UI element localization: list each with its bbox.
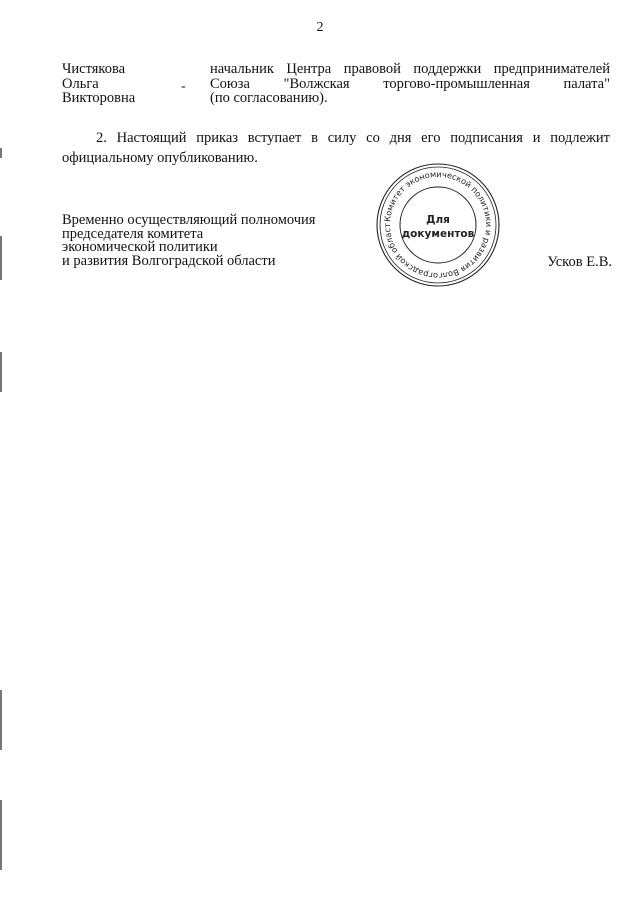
member-role-line-3: (по согласованию). — [210, 90, 328, 106]
member-dash: - — [181, 79, 186, 94]
member-patronymic: Викторовна — [62, 90, 136, 106]
signatory-title-line-3: экономической политики — [62, 239, 218, 255]
member-full-name — [62, 62, 192, 106]
seal-ring-text: Комитет экономической политики и развития Волгоградской област — [381, 168, 495, 282]
member-first-name: Ольга — [62, 75, 99, 92]
scan-margin-mark — [0, 236, 2, 280]
signatory-title-line-1: Временно осуществляющий полномочия — [62, 212, 316, 228]
signatory-title-line-2: председателя комитета — [62, 225, 204, 242]
scan-margin-mark — [0, 800, 2, 870]
member-role-line-1: начальник Центра правовой поддержки предпринимателей — [210, 61, 610, 77]
member-role-line-2: Союза "Волжская торгово-промышленная палата" — [210, 75, 610, 92]
seal-center-line-2: документов — [401, 228, 475, 240]
scan-margin-mark — [0, 352, 2, 392]
scan-margin-mark — [0, 690, 2, 750]
commission-member-entry — [62, 62, 610, 110]
signatory-name: Усков Е.В. — [547, 254, 612, 270]
page-number: 2 — [316, 20, 324, 35]
seal-center-line-1: Для — [426, 214, 450, 226]
signatory-title-line-4: и развития Волгоградской области — [62, 252, 276, 269]
scan-margin-mark — [0, 148, 2, 158]
official-seal-stamp — [366, 163, 510, 287]
signatory-title — [62, 214, 362, 268]
member-role — [210, 62, 610, 106]
member-surname: Чистякова — [62, 61, 126, 77]
clause-2-paragraph: 2. Настоящий приказ вступает в силу со дня его подписания и подлежит официальному опубликованию. — [62, 130, 610, 166]
